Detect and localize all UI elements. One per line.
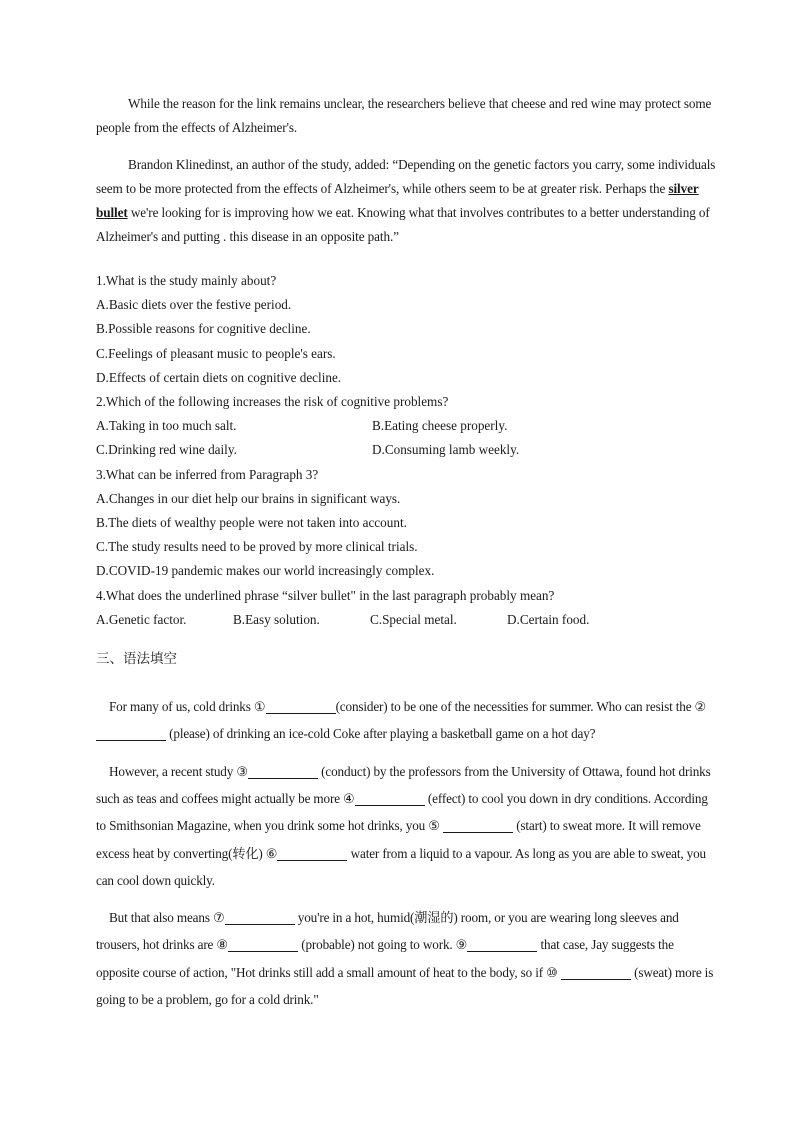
option-d: D.Effects of certain diets on cognitive decline. [96, 369, 342, 385]
blank-2[interactable] [96, 725, 166, 741]
option-d: D.COVID-19 pandemic makes our world increasingly complex. [96, 563, 435, 579]
grammar-paragraph-3: But that also means ⑦ you're in a hot, humid(潮湿的) room, or you are wearing long sleeves and trousers, hot drinks are ⑧ (probable) not going to work. ⑨ that case, Jay suggests the opposite course of action, "Hot drinks still add a small amount of heat to the body, so if ⑩ (sweat) more is going to be a problem, go for a cold drink." [96, 910, 714, 1008]
blank-1[interactable] [266, 698, 336, 714]
option-a: A.Taking in too much salt. [96, 418, 237, 434]
option-c: C.Drinking red wine daily. [96, 442, 237, 458]
blank-5[interactable] [443, 817, 513, 833]
option-a: A.Changes in our diet help our brains in significant ways. [96, 490, 401, 506]
section-title: 三、语法填空 [96, 651, 177, 668]
underlined-phrase: silver bullet [96, 181, 699, 220]
question-4 [96, 584, 716, 632]
question-stem: 4.What does the underlined phrase “silver bullet" in the last paragraph probably mean? [96, 587, 555, 603]
question-stem: 2.Which of the following increases the risk of cognitive problems? [96, 394, 449, 410]
blank-6[interactable] [277, 845, 347, 861]
option-b: B.Easy solution. [233, 611, 320, 627]
option-c: C.Feelings of pleasant music to people's ears. [96, 345, 336, 361]
question-3 [96, 463, 716, 584]
option-c: C.The study results need to be proved by more clinical trials. [96, 539, 418, 555]
blank-3[interactable] [248, 763, 318, 779]
option-a: A.Basic diets over the festive period. [96, 297, 292, 313]
question-stem: 1.What is the study mainly about? [96, 273, 277, 288]
blank-7[interactable] [225, 909, 295, 925]
blank-9[interactable] [467, 936, 537, 952]
passage-paragraph-1: While the reason for the link remains unclear, the researchers believe that cheese and red wine may protect some people from the effects of Alzheimer's. [96, 96, 712, 135]
passage-paragraph-2: Brandon Klinedinst, an author of the study, added: “Depending on the genetic factors you carry, some individuals seem to be more protected from the effects of Alzheimer's, while others seem to be at greater risk. Perhaps the silver bullet we're looking for is improving how we eat. Knowing what that involves contributes to a better understanding of Alzheimer's and putting . this disease in an opposite path.” [96, 157, 716, 244]
question-1 [96, 269, 716, 390]
option-d: D.Certain food. [507, 611, 590, 627]
option-d: D.Consuming lamb weekly. [372, 442, 520, 458]
option-a: A.Genetic factor. [96, 611, 187, 627]
question-2 [96, 390, 716, 463]
option-b: B.Possible reasons for cognitive decline. [96, 321, 311, 337]
grammar-paragraph-2: However, a recent study ③ (conduct) by the professors from the University of Ottawa, found hot drinks such as teas and coffees might actually be more ④ (effect) to cool you down in dry conditions. According to Smithsonian Magazine, when you drink some hot drinks, you ⑤ (start) to sweat more. It will remove excess heat by converting(转化) ⑥ water from a liquid to a vapour. As long as you are able to sweat, you can cool down quickly. [96, 763, 711, 888]
blank-4[interactable] [355, 790, 425, 806]
grammar-paragraph-1: For many of us, cold drinks ① (consider) to be one of the necessities for summer. Who can resist the ② (please) of drinking an ice-cold Coke after playing a basketball game on a hot day? [96, 693, 716, 748]
blank-8[interactable] [228, 936, 298, 952]
blank-10[interactable] [561, 964, 631, 980]
option-c: C.Special metal. [370, 611, 457, 627]
option-b: B.The diets of wealthy people were not taken into account. [96, 515, 407, 531]
option-b: B.Eating cheese properly. [372, 418, 508, 434]
question-stem: 3.What can be inferred from Paragraph 3? [96, 466, 319, 482]
document-page [96, 92, 716, 1023]
